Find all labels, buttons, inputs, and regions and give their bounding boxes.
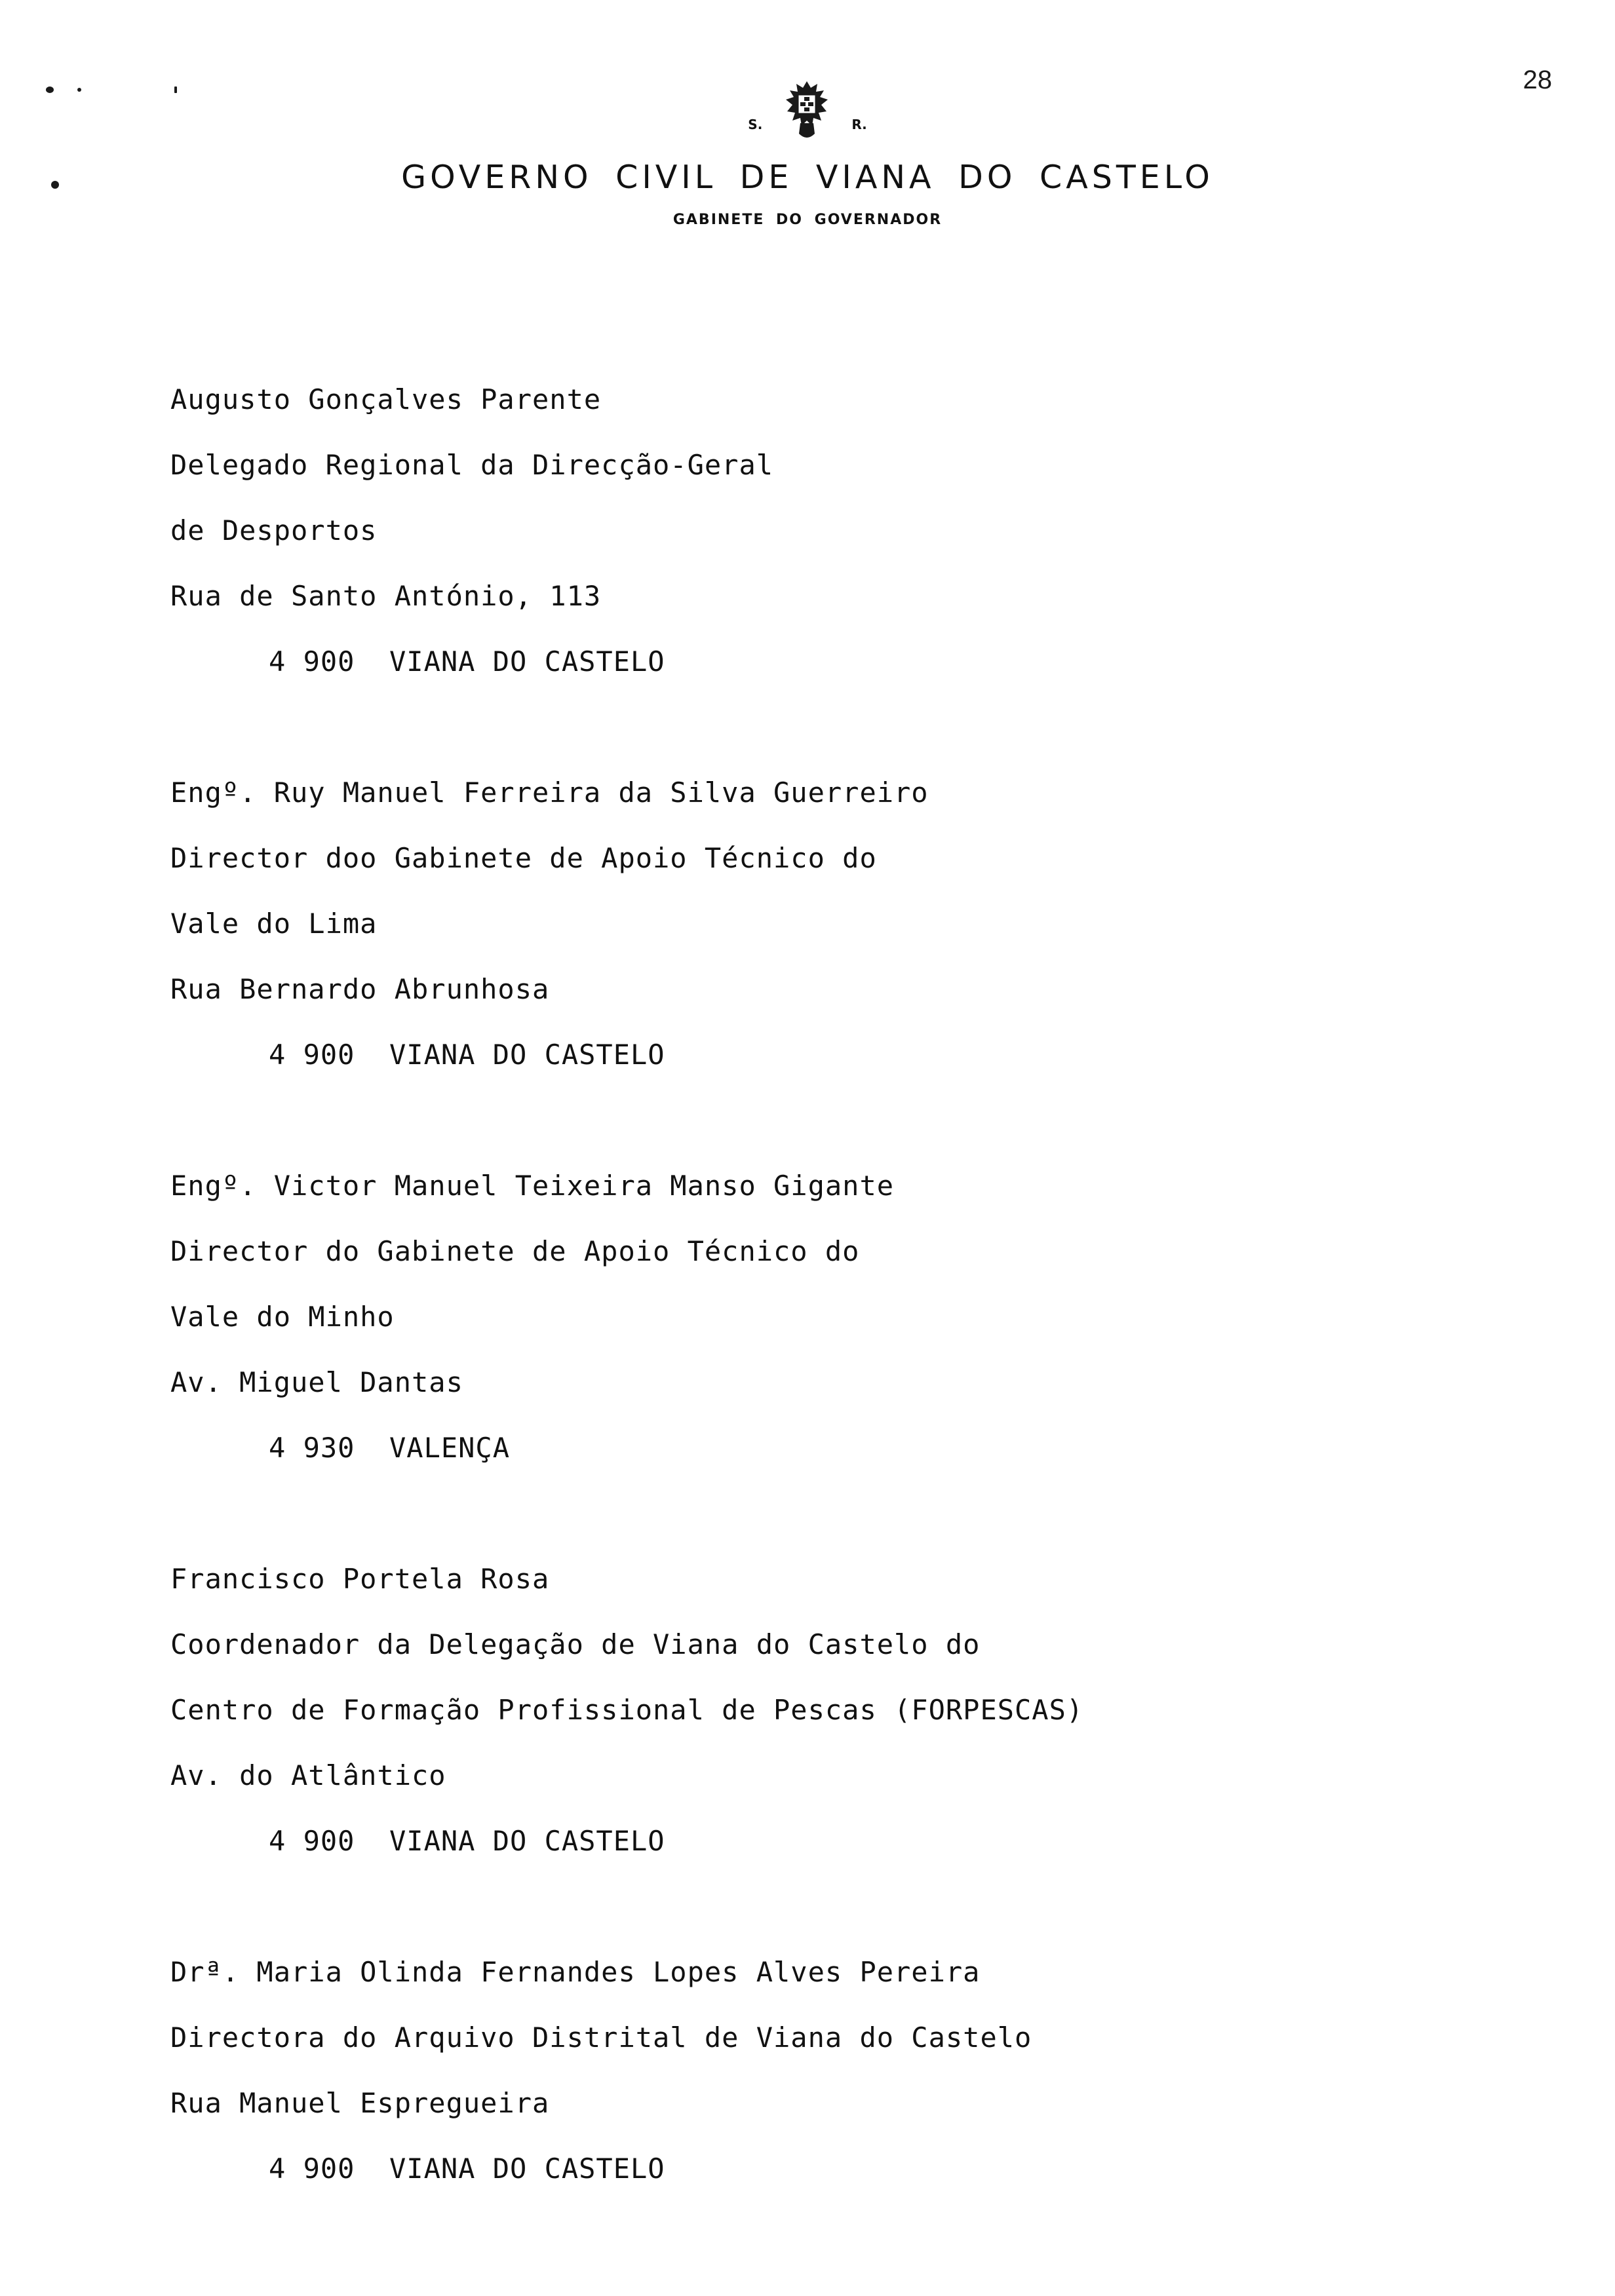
recipient-name: Drª. Maria Olinda Fernandes Lopes Alves Pereira (170, 1956, 981, 1988)
address-list (170, 379, 1416, 2279)
address-entry (170, 1558, 1416, 1886)
recipient-name: Augusto Gonçalves Parente (170, 383, 602, 415)
street-address: Av. Miguel Dantas (170, 1366, 463, 1398)
crest-row (0, 72, 1615, 144)
recipient-title-continued: Vale do Lima (170, 908, 378, 940)
postal-code-city: 4 900 VIANA DO CASTELO (269, 1039, 665, 1071)
recipient-title: Coordenador da Delegação de Viana do Castelo do (170, 1628, 981, 1660)
recipient-name: Francisco Portela Rosa (170, 1563, 550, 1595)
postal-code-city: 4 900 VIANA DO CASTELO (269, 645, 665, 678)
office-subtitle: GABINETE DO GOVERNADOR (672, 212, 943, 228)
postal-code-city: 4 900 VIANA DO CASTELO (269, 1825, 665, 1857)
street-address: Av. do Atlântico (170, 1759, 446, 1791)
recipient-title-continued: de Desportos (170, 514, 378, 546)
recipient-title: Director do Gabinete de Apoio Técnico do (170, 1235, 860, 1267)
recipient-title-continued: Centro de Formação Profissional de Pescas (FORPESCAS) (170, 1694, 1084, 1726)
address-entry (170, 1165, 1416, 1493)
address-entry (170, 379, 1416, 706)
postal-code-city: 4 930 VALENÇA (269, 1432, 511, 1464)
recipient-name: Engº. Ruy Manuel Ferreira da Silva Guerreiro (170, 776, 929, 809)
page-number: 28 (1523, 66, 1552, 94)
street-address: Rua Manuel Espregueira (170, 2087, 550, 2119)
recipient-title-continued: Vale do Minho (170, 1301, 395, 1333)
recipient-name: Engº. Victor Manuel Teixeira Manso Gigante (170, 1170, 895, 1202)
recipient-title: Director doo Gabinete de Apoio Técnico do (170, 842, 877, 874)
street-address: Rua Bernardo Abrunhosa (170, 973, 550, 1005)
crest-letter-right: R. (851, 117, 867, 132)
recipient-title: Delegado Regional da Direcção-Geral (170, 449, 774, 481)
address-entry (170, 772, 1416, 1100)
postal-code-city: 4 900 VIANA DO CASTELO (269, 2152, 665, 2185)
office-title: GOVERNO CIVIL DE VIANA DO CASTELO (401, 159, 1214, 196)
coat-of-arms-icon (774, 79, 840, 144)
letterhead (0, 72, 1615, 228)
address-entry (170, 1951, 1416, 2213)
recipient-title: Directora do Arquivo Distrital de Viana do Castelo (170, 2021, 1032, 2054)
crest-letter-left: S. (748, 117, 763, 132)
street-address: Rua de Santo António, 113 (170, 580, 602, 612)
